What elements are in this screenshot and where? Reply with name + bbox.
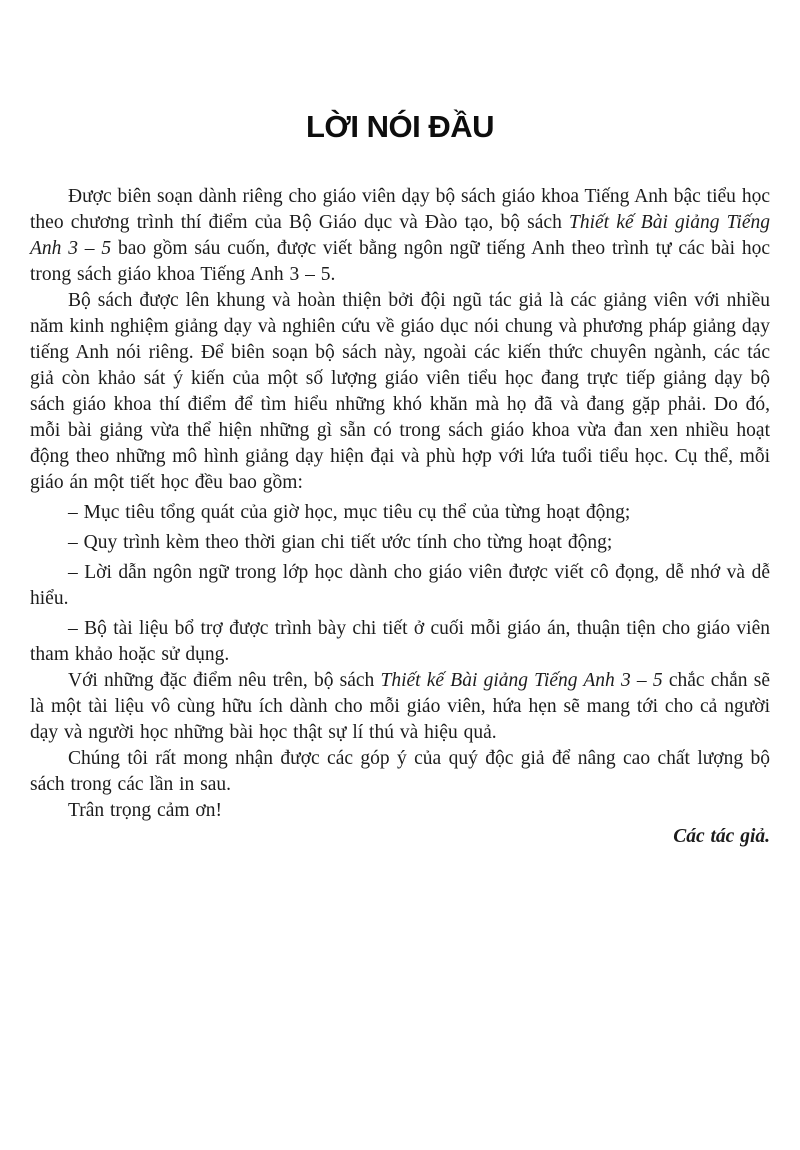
text-run: Trân trọng cảm ơn! (68, 800, 222, 821)
paragraph (30, 288, 770, 496)
text-run: Được biên soạn dành riêng cho giáo viên dạy bộ sách giáo khoa Tiếng Anh bậc tiểu học theo chương trình thí điểm của Bộ Giáo dục và Đào tạo, bộ sách (30, 186, 770, 233)
text-run: Thiết kế Bài giảng Tiếng Anh 3 – 5 (380, 670, 663, 691)
text-run: – Quy trình kèm theo thời gian chi tiết ước tính cho từng hoạt động; (68, 532, 613, 553)
paragraph (30, 798, 770, 824)
page-title: LỜI NÓI ĐẦU (306, 109, 494, 144)
list-item (30, 560, 770, 612)
list-item (30, 616, 770, 668)
text-run: Bộ sách được lên khung và hoàn thiện bởi đội ngũ tác giả là các giảng viên với nhiều năm kinh nghiệm giảng dạy và nghiên cứu về giáo dục nói chung và phương pháp giảng dạy tiếng Anh nói riêng. Để biên soạn bộ sách này, ngoài các kiến thức chuyên ngành, các tác giả còn khảo sát ý kiến của một số lượng giáo viên tiểu học đang trực tiếp giảng dạy bộ sách giáo khoa thí điểm để tìm hiểu những khó khăn mà họ đã và đang gặp phải. Do đó, mỗi bài giảng vừa thể hiện những gì sẵn có trong sách giáo khoa vừa đan xen nhiều hoạt động theo những mô hình giảng dạy hiện đại và phù hợp với lứa tuổi tiểu học. Cụ thể, mỗi giáo án một tiết học đều bao gồm: (30, 290, 770, 493)
text-run: – Lời dẫn ngôn ngữ trong lớp học dành cho giáo viên được viết cô đọng, dễ nhớ và dễ hiểu. (30, 562, 770, 609)
paragraph (30, 668, 770, 746)
paragraph (30, 746, 770, 798)
text-run: Chúng tôi rất mong nhận được các góp ý của quý độc giả để nâng cao chất lượng bộ sách trong các lần in sau. (30, 748, 770, 795)
list-item (30, 530, 770, 556)
text-run: bao gồm sáu cuốn, được viết bằng ngôn ngữ tiếng Anh theo trình tự các bài học trong sách giáo khoa Tiếng Anh 3 – 5. (30, 238, 770, 285)
text-run: – Mục tiêu tổng quát của giờ học, mục tiêu cụ thể của từng hoạt động; (68, 502, 631, 523)
list-item (30, 500, 770, 526)
preface-body (30, 184, 770, 850)
paragraph (30, 184, 770, 288)
text-run: – Bộ tài liệu bổ trợ được trình bày chi tiết ở cuối mỗi giáo án, thuận tiện cho giáo viên tham khảo hoặc sử dụng. (30, 618, 770, 665)
signature (30, 824, 770, 850)
text-run: chắc chắn sẽ là một tài liệu vô cùng hữu ích dành cho mỗi giáo viên, hứa hẹn sẽ mang tới cho cả người dạy và người học những bài học thật sự lí thú và hiệu quả. (30, 670, 770, 743)
text-run: Với những đặc điểm nêu trên, bộ sách (68, 670, 381, 691)
text-run: Thiết kế Bài giảng Tiếng Anh 3 – 5 (30, 212, 770, 259)
text-run: Các tác giả. (673, 826, 770, 847)
